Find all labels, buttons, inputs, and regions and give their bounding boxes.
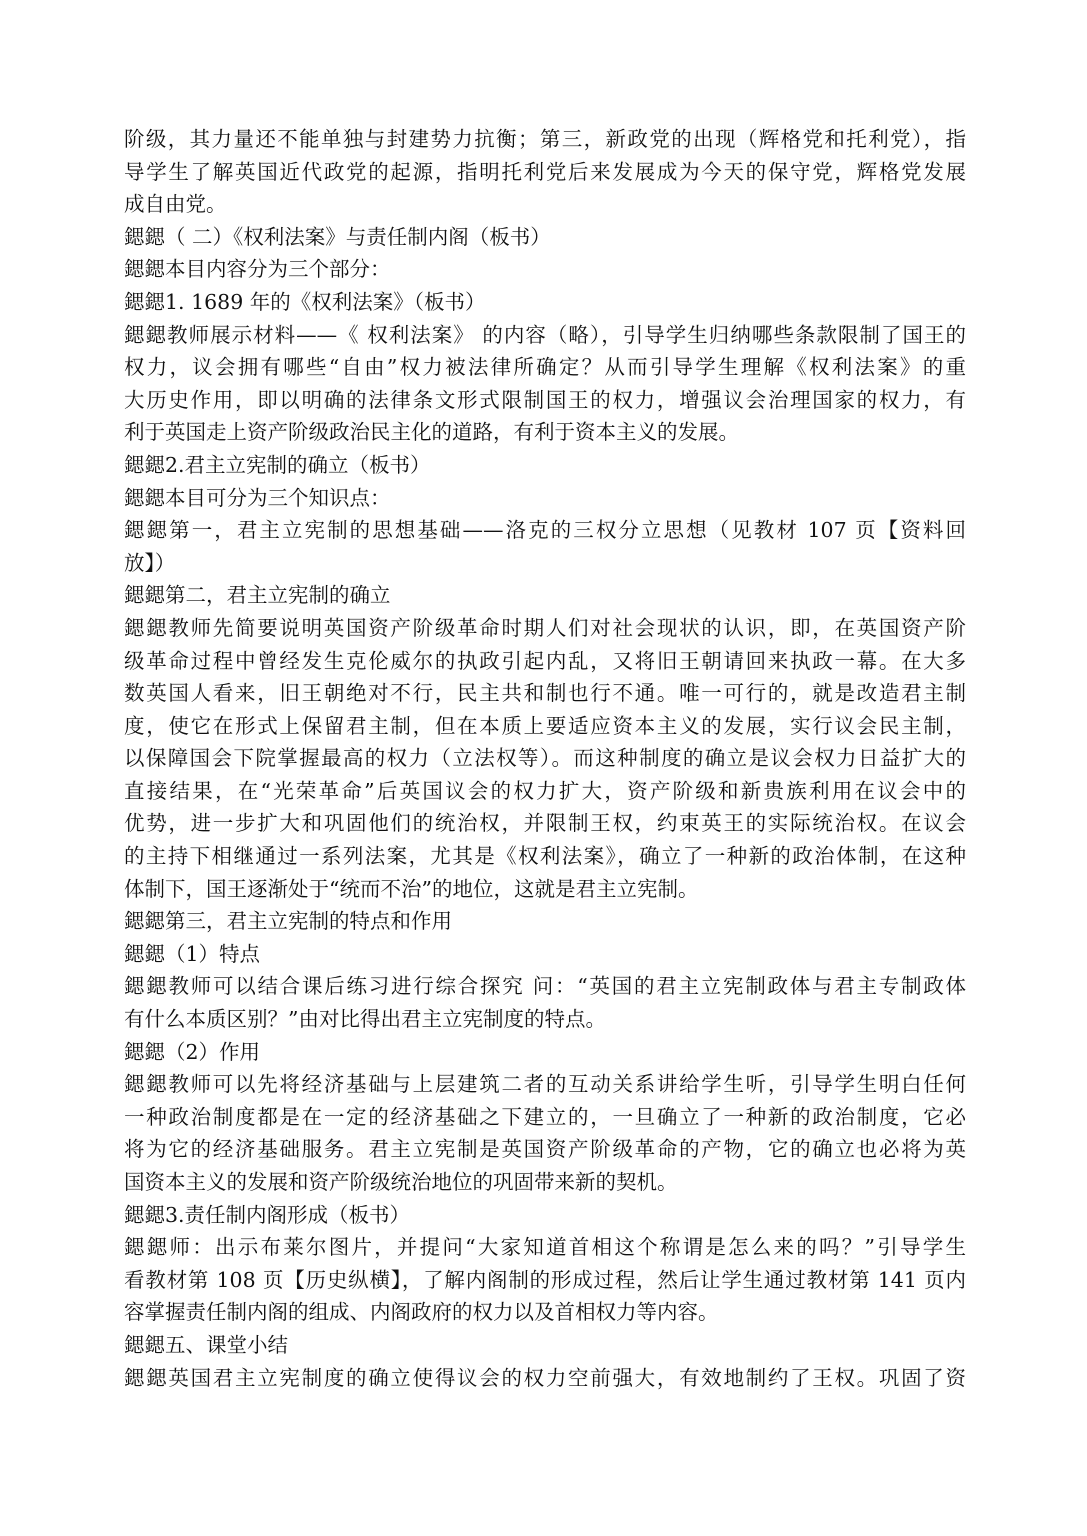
- text-line: 数英国人看来，旧王朝绝对不行，民主共和制也行不通。唯一可行的，就是改造君主制: [124, 681, 966, 706]
- text-line: 鍶鍶教师可以先将经济基础与上层建筑二者的互动关系讲给学生听，引导学生明白任何: [124, 1072, 966, 1097]
- text-line: 一种政治制度都是在一定的经济基础之下建立的，一旦确立了一种新的政治制度，它必: [124, 1104, 966, 1129]
- text-line: 鍶鍶教师先简要说明英国资产阶级革命时期人们对社会现状的认识，即，在英国资产阶: [124, 615, 966, 640]
- text-line: 鍶鍶教师可以结合课后练习进行综合探究 问：“英国的君主立宪制政体与君主专制政体: [124, 974, 966, 999]
- text-line: 直接结果，在“光荣革命”后英国议会的权力扩大，资产阶级和新贵族利用在议会中的: [124, 778, 966, 803]
- text-line: 鍶鍶3.责任制内阁形成（板书）: [124, 1202, 411, 1227]
- text-line: 鍶鍶教师展示材料——《 权利法案》 的内容（略），引导学生归纳哪些条款限制了国王的: [124, 322, 966, 347]
- text-line: 国资本主义的发展和资产阶级统治地位的巩固带来新的契机。: [124, 1170, 678, 1194]
- text-line: 级革命过程中曾经发生克伦威尔的执政引起内乱，又将旧王朝请回来执政一幕。在大多: [124, 648, 966, 673]
- text-line: 导学生了解英国近代政党的起源，指明托利党后来发展成为今天的保守党，辉格党发展: [124, 159, 966, 184]
- text-line: 鍶鍶本目内容分为三个部分：: [124, 257, 391, 282]
- text-line: 大历史作用，即以明确的法律条文形式限制国王的权力，增强议会治理国家的权力，有: [124, 387, 966, 412]
- text-line: 以保障国会下院掌握最高的权力（立法权等）。而这种制度的确立是议会权力日益扩大的: [124, 746, 966, 771]
- text-line: 鍶鍶五、课堂小结: [124, 1332, 288, 1357]
- text-line: 鍶鍶（2）作用: [124, 1039, 261, 1064]
- text-line: 鍶鍶（1）特点: [124, 941, 261, 966]
- text-line: 鍶鍶本目可分为三个知识点：: [124, 485, 391, 510]
- text-line: 度，使它在形式上保留君主制，但在本质上要适应资本主义的发展，实行议会民主制，: [124, 713, 966, 738]
- text-line: 鍶鍶2.君主立宪制的确立（板书）: [124, 452, 431, 477]
- text-line: 鍶鍶英国君主立宪制度的确立使得议会的权力空前强大，有效地制约了王权。巩固了资: [124, 1365, 966, 1390]
- text-line: 鍶鍶师：出示布莱尔图片，并提问“大家知道首相这个称谓是怎么来的吗？”引导学生: [124, 1235, 966, 1260]
- text-line: 阶级，其力量还不能单独与封建势力抗衡；第三，新政党的出现（辉格党和托利党），指: [124, 127, 966, 151]
- text-line: 容掌握责任制内阁的组成、内阁政府的权力以及首相权力等内容。: [124, 1300, 719, 1325]
- text-line: 有什么本质区别？”由对比得出君主立宪制度的特点。: [124, 1007, 606, 1032]
- text-line: 鍶鍶（ 二）《权利法案》与责任制内阁（板书）: [124, 224, 551, 249]
- text-line: 鍶鍶1. 1689 年的《权利法案》（板书）: [124, 289, 486, 314]
- text-line: 权力，议会拥有哪些“自由”权力被法律所确定？从而引导学生理解《权利法案》的重: [124, 355, 966, 380]
- text-line: 鍶鍶第一，君主立宪制的思想基础——洛克的三权分立思想（见教材 107 页【资料回: [124, 518, 966, 543]
- text-line: 的主持下相继通过一系列法案，尤其是《权利法案》，确立了一种新的政治体制，在这种: [124, 844, 966, 869]
- document-page: [124, 123, 966, 1394]
- text-line: 利于英国走上资产阶级政治民主化的道路，有利于资本主义的发展。: [124, 420, 739, 445]
- text-line: 鍶鍶第二，君主立宪制的确立: [124, 583, 391, 608]
- text-line: 体制下，国王逐渐处于“统而不治”的地位，这就是君主立宪制。: [124, 876, 699, 901]
- text-line: 放】）: [124, 550, 176, 575]
- text-line: 成自由党。: [124, 192, 227, 217]
- text-line: 将为它的经济基础服务。君主立宪制是英国资产阶级革命的产物，它的确立也必将为英: [124, 1137, 966, 1162]
- text-line: 优势，进一步扩大和巩固他们的统治权，并限制王权，约束英王的实际统治权。在议会: [124, 811, 966, 836]
- text-line: 鍶鍶第三，君主立宪制的特点和作用: [124, 909, 452, 934]
- text-line: 看教材第 108 页【历史纵横】，了解内阁制的形成过程，然后让学生通过教材第 141 页内: [124, 1267, 966, 1292]
